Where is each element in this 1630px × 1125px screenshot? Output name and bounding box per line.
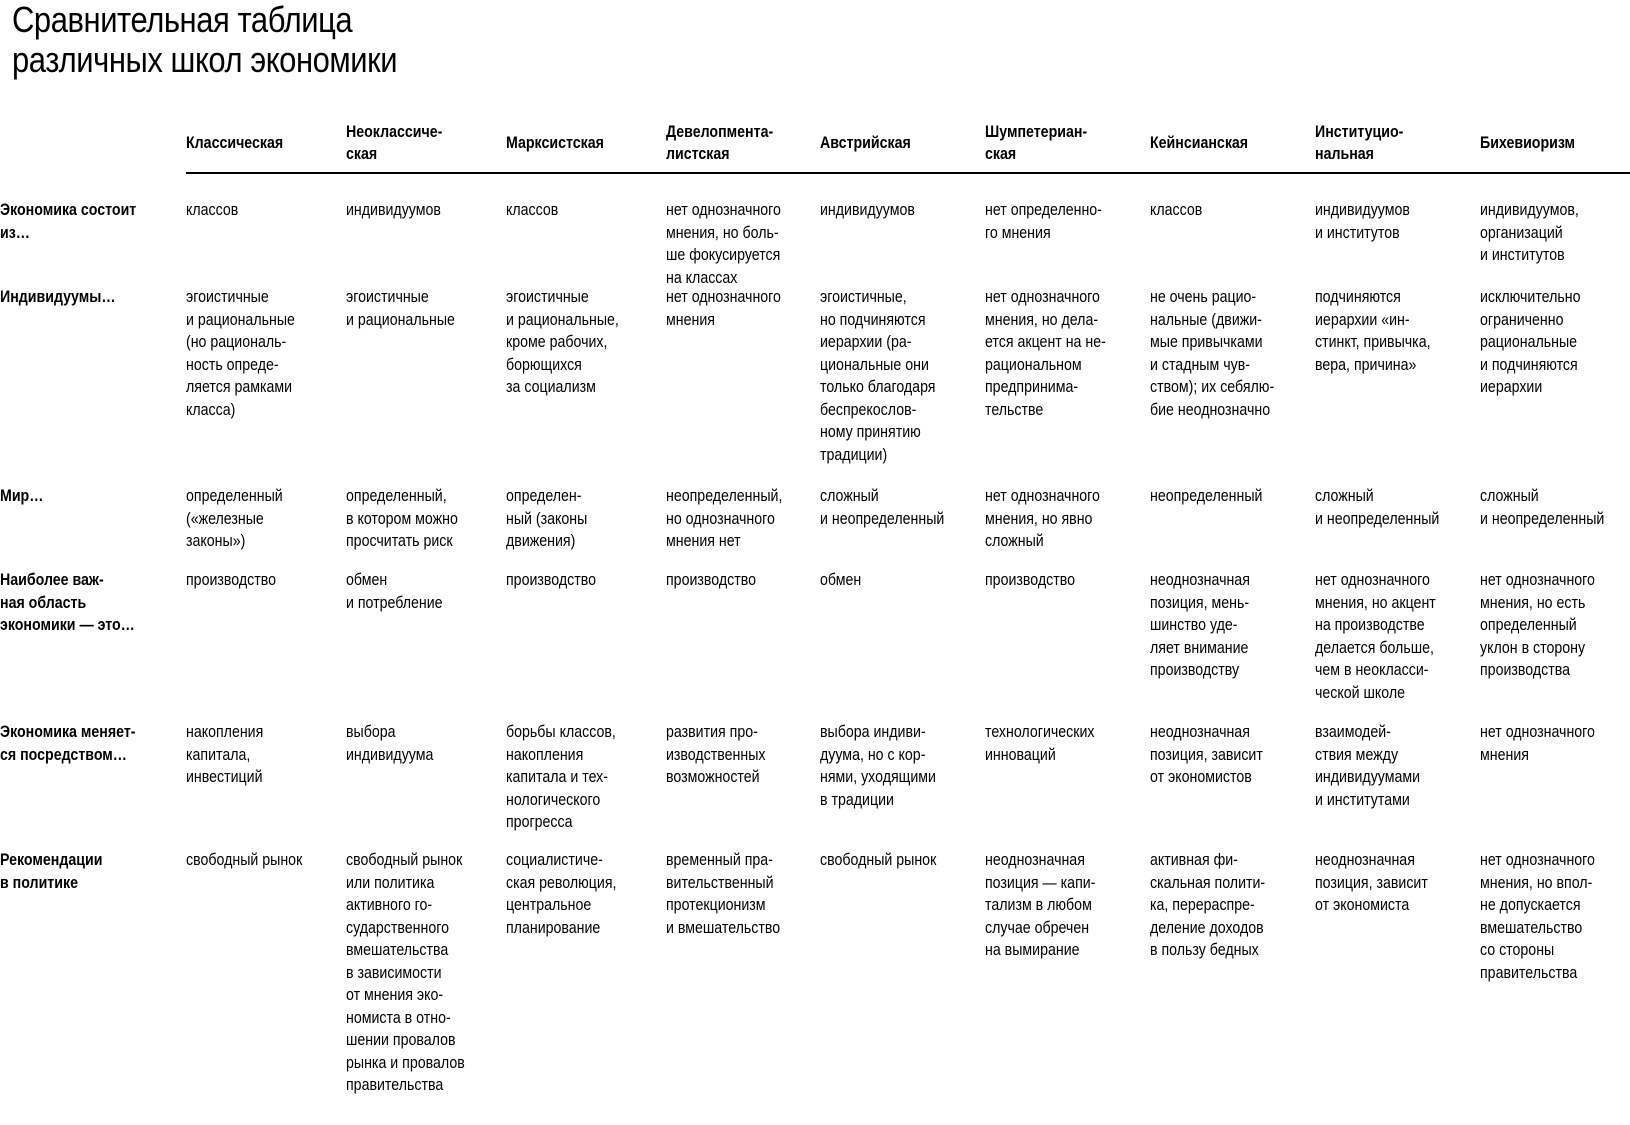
table-cell: неопределенный, но однозначного мнения нет — [666, 487, 783, 550]
title-line-2: различных школ экономики — [12, 39, 398, 80]
corner-cell — [0, 117, 186, 173]
table-cell: нет однозначного мнения, но дела- ется акцент на не- рациональном предпринима- тельстве — [985, 288, 1106, 419]
table-cell: производство — [666, 571, 757, 589]
column-header: Шумпетериан- ская — [985, 122, 1088, 163]
table-cell: борьбы классов, накопления капитала и тех- нологического прогресса — [506, 723, 616, 831]
table-cell: развития про- изводственных возможностей — [666, 723, 766, 786]
table-cell: исключительно ограниченно рациональные и подчиняются иерархии — [1480, 288, 1581, 396]
table-cell: эгоистичные и рациональные — [346, 288, 455, 329]
table-cell: нет однозначного мнения — [1480, 723, 1595, 764]
table-cell: технологических инноваций — [985, 723, 1095, 764]
table-cell: не очень рацио- нальные (движи- мые привычками и стадным чув- ством); их себялю- бие неоднозначно — [1150, 288, 1275, 419]
table-cell: неоднозначная позиция, мень- шинство уде- ляет внимание производству — [1150, 571, 1250, 679]
table-cell: подчиняются иерархии «ин- стинкт, привычка, вера, причина» — [1315, 288, 1431, 374]
table-cell: определен- ный (законы движения) — [506, 487, 588, 550]
table-cell: неоднозначная позиция — капи- тализм в любом случае обречен на вымирание — [985, 851, 1096, 959]
column-header: Бихевиоризм — [1480, 133, 1576, 152]
table-cell: определенный («железные законы») — [186, 487, 283, 550]
column-header: Институцио- нальная — [1315, 122, 1404, 163]
table-cell: нет однозначного мнения, но есть определенный уклон в сторону производства — [1480, 571, 1595, 679]
column-header: Неоклассиче- ская — [346, 122, 443, 163]
table-cell: производство — [186, 571, 277, 589]
table-cell: социалистиче- ская революция, центральное планирование — [506, 851, 617, 937]
table-cell: неоднозначная позиция, зависит от экономиста — [1315, 851, 1428, 914]
table-cell: производство — [985, 571, 1076, 589]
table-cell: накопления капитала, инвестиций — [186, 723, 264, 786]
column-header: Австрийская — [820, 133, 911, 152]
table-cell: неопределенный — [1150, 487, 1263, 505]
table-cell: эгоистичные, но подчиняются иерархии (ра- циональные они только благодаря беспрекослов- ному принятию традиции) — [820, 288, 936, 464]
table-cell: производство — [506, 571, 597, 589]
column-header: Марксистская — [506, 133, 604, 152]
table-cell: эгоистичные и рациональные, кроме рабочих, борющихся за социализм — [506, 288, 619, 396]
table-cell: активная фи- скальная полити- ка, перераспре- деление доходов в пользу бедных — [1150, 851, 1266, 959]
column-header: Классическая — [186, 133, 284, 152]
table-cell: нет однозначного мнения — [666, 288, 781, 329]
table-cell: свободный рынок — [820, 851, 937, 869]
table-cell: классов — [186, 201, 239, 219]
table-cell: сложный и неопределенный — [1480, 487, 1605, 528]
comparison-table — [0, 117, 1630, 1094]
title-line-1: Сравнительная таблица — [12, 0, 353, 40]
table-cell: определенный, в котором можно просчитать риск — [346, 487, 458, 550]
table-cell: классов — [1150, 201, 1203, 219]
table-cell: сложный и неопределенный — [820, 487, 945, 528]
column-header: Кейнсианская — [1150, 133, 1249, 152]
table-cell: обмен — [820, 571, 862, 589]
table-cell: индивидуумов — [820, 201, 915, 219]
row-header: Наиболее важ- ная область экономики — это… — [0, 571, 135, 634]
table-cell: индивидуумов — [346, 201, 441, 219]
table-cell: нет определенно- го мнения — [985, 201, 1102, 242]
row-header: Мир… — [0, 487, 44, 505]
table-cell: нет однозначного мнения, но явно сложный — [985, 487, 1100, 550]
table-cell: эгоистичные и рациональные (но рациональ- ность опреде- ляется рамками класса) — [186, 288, 295, 419]
table-cell: нет однозначного мнения, но впол- не допускается вмешательство со стороны правительства — [1480, 851, 1595, 982]
table-cell: нет однозначного мнения, но акцент на производстве делается больше, чем в неокласси- ческой школе — [1315, 571, 1436, 702]
table-cell: свободный рынок — [186, 851, 303, 869]
table-cell: классов — [506, 201, 559, 219]
table-cell: нет однозначного мнения, но боль- ше фокусируется на классах — [666, 201, 781, 287]
table-cell: выбора индивидуума — [346, 723, 434, 764]
page-title — [12, 0, 397, 80]
table-cell: свободный рынок или политика активного го- сударственного вмешательства в зависимости от мнения эко- номиста в отно- шении провалов рынка и провалов правительства — [346, 851, 465, 1094]
table-cell: индивидуумов и институтов — [1315, 201, 1410, 242]
row-header: Экономика меняет- ся посредством… — [0, 723, 136, 764]
table-cell: индивидуумов, организаций и институтов — [1480, 201, 1579, 264]
column-header: Девелопмента- листская — [666, 122, 774, 163]
table-cell: неоднозначная позиция, зависит от экономистов — [1150, 723, 1263, 786]
table-cell: обмен и потребление — [346, 571, 443, 612]
table-cell: взаимодей- ствия между индивидуумами и институтами — [1315, 723, 1421, 809]
table-cell: сложный и неопределенный — [1315, 487, 1440, 528]
table-cell: временный пра- вительственный протекционизм и вмешательство — [666, 851, 781, 937]
table-cell: выбора индиви- дуума, но с кор- нями, уходящими в традиции — [820, 723, 936, 809]
row-header: Рекомендации в политике — [0, 851, 103, 892]
row-header: Экономика состоит из… — [0, 201, 137, 242]
row-header: Индивидуумы… — [0, 288, 116, 306]
